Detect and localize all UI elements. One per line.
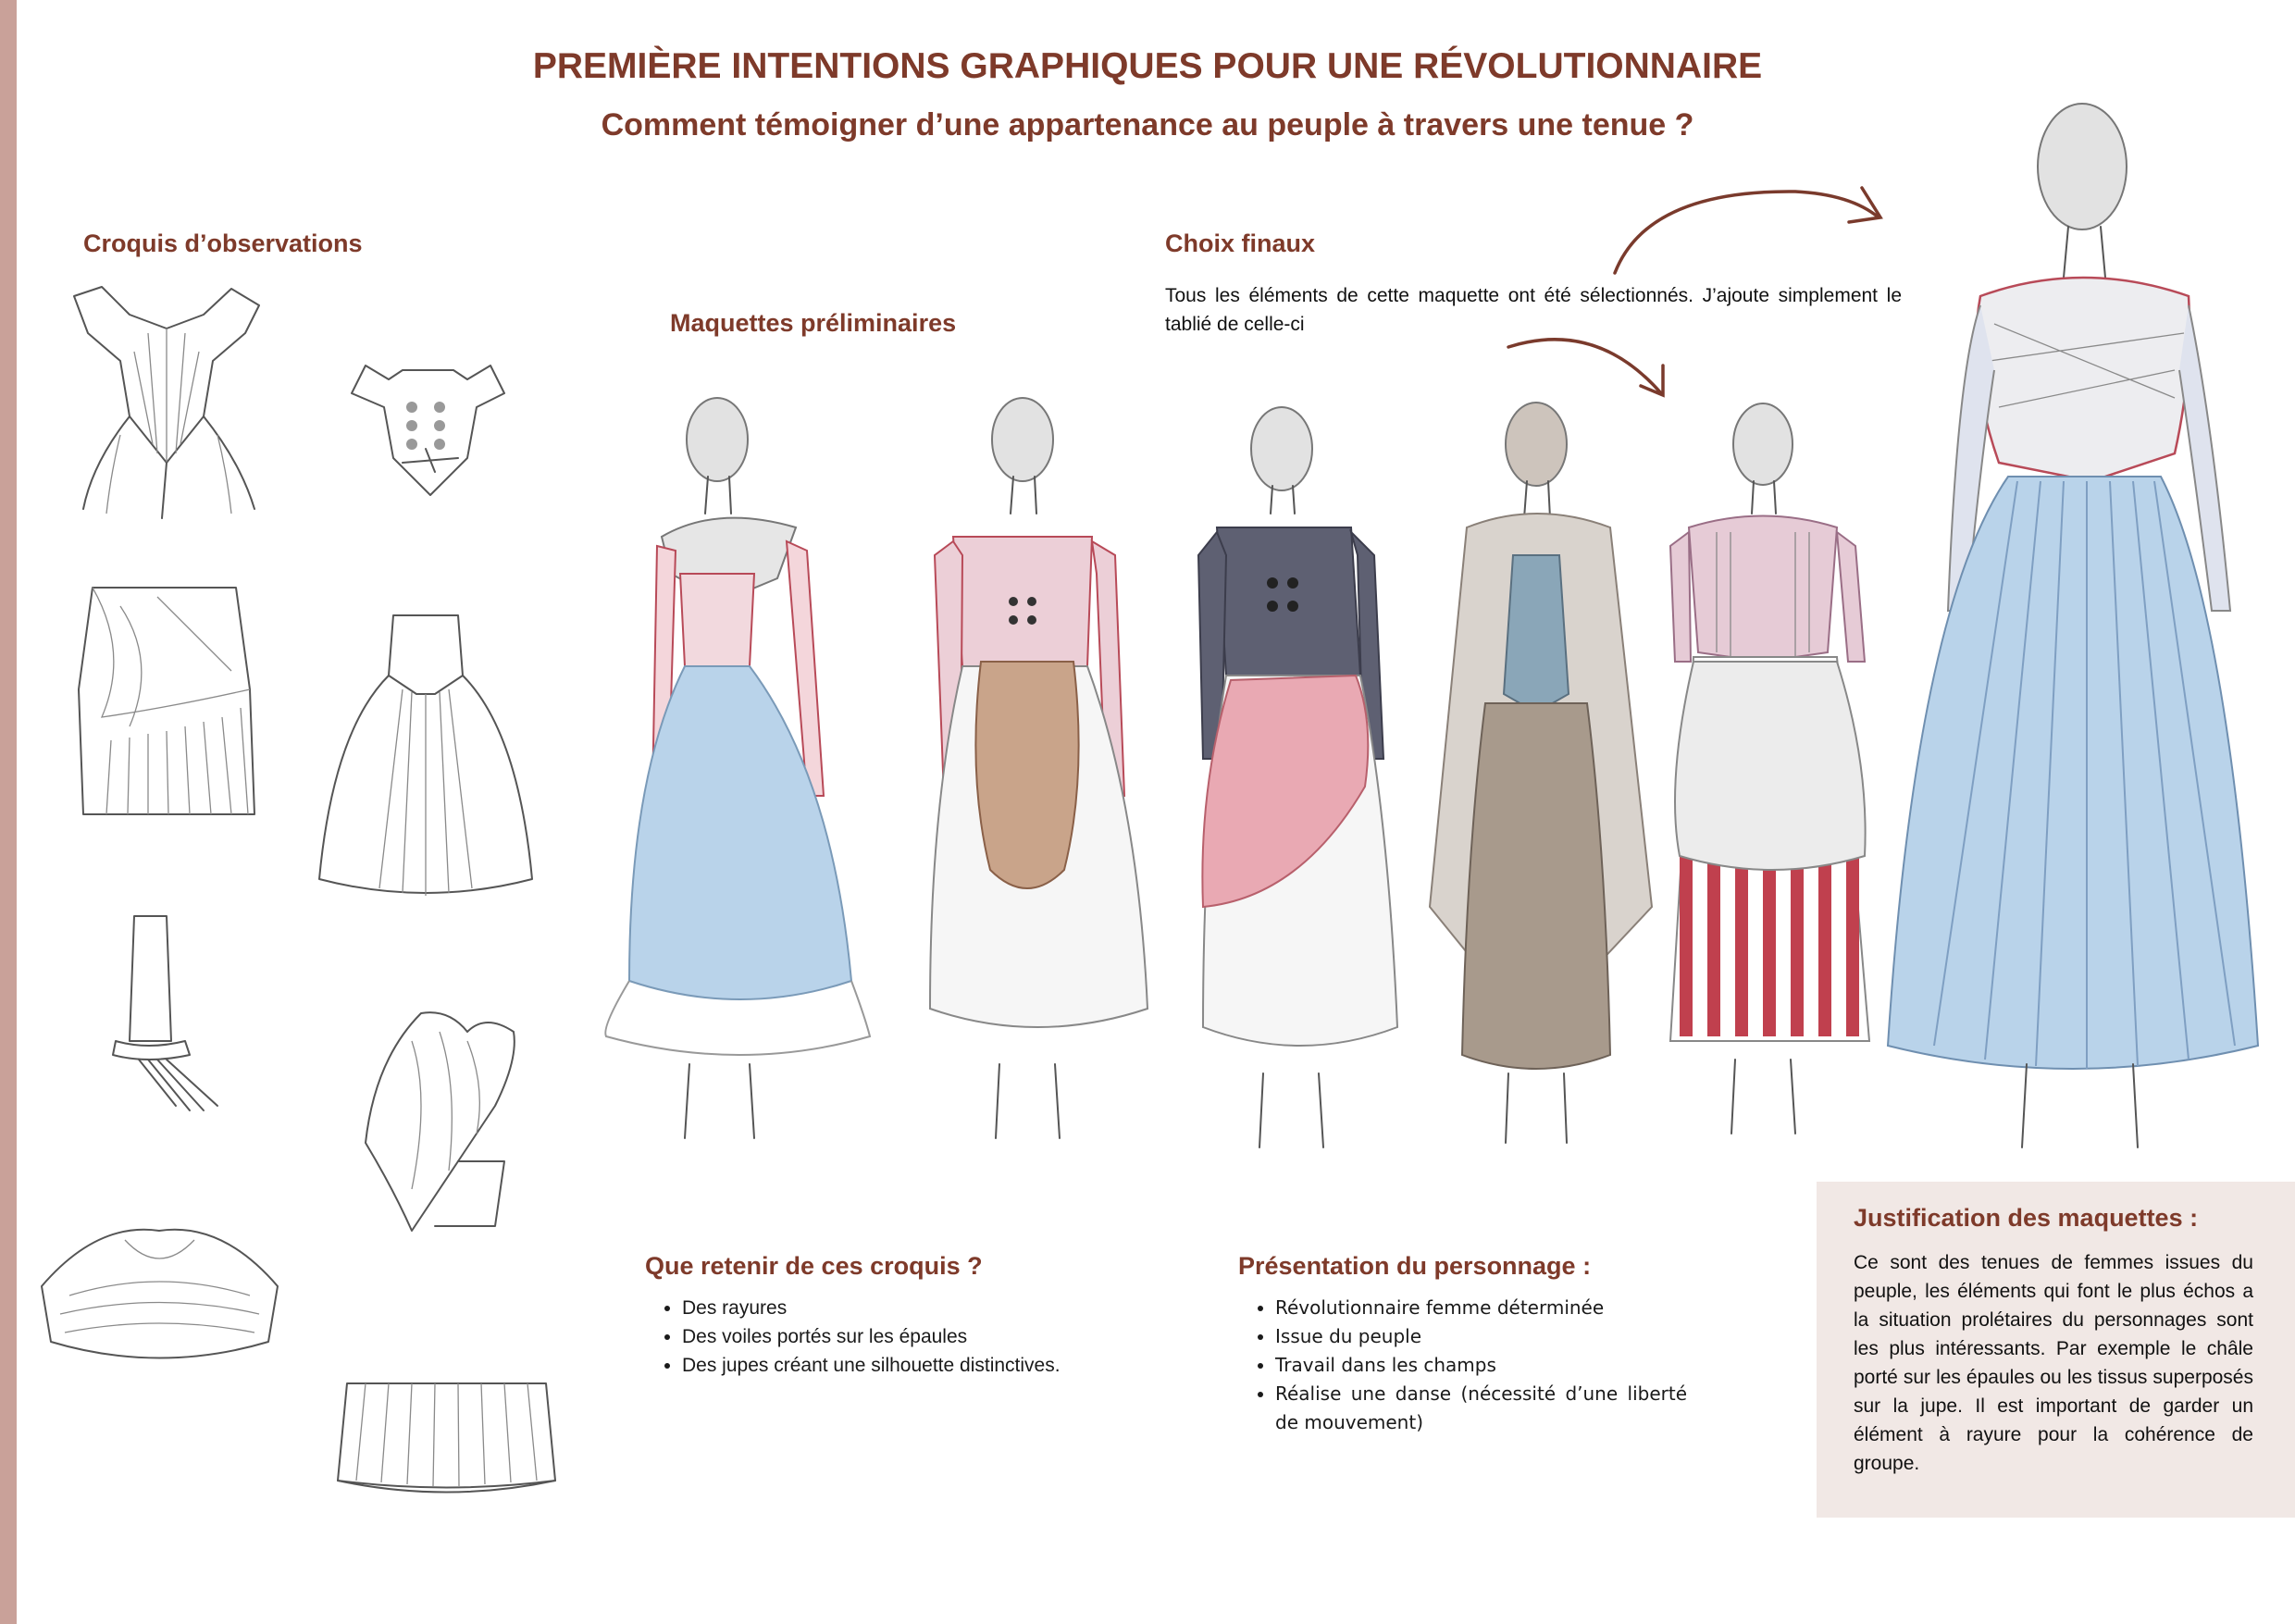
figure-maquette-2 [925,389,1157,1157]
sketch-skirt-hem [333,1379,560,1499]
figure-choix-2 [1420,389,1661,1157]
choix-heading: Choix finaux [1165,229,1316,257]
list-item: • Issue du peuple [1275,1322,1687,1351]
maquettes-heading: Maquettes préliminaires [670,309,957,337]
arrow-to-final [1610,180,1888,282]
list-item: • Des rayures [682,1294,1200,1322]
list-item: • Des voiles portés sur les épaules [682,1322,1200,1351]
sketch-shawl-back [356,1004,523,1235]
sketch-buttoned-bodice [347,356,509,500]
left-accent-strip [0,0,17,1624]
list-item: • Travail dans les champs [1275,1351,1687,1380]
sketch-full-dress [315,601,537,902]
choix-description: Tous les éléments de cette maquette ont été sélectionnés. J’ajoute simplement le tablié de celle-ci [1165,285,1902,335]
retenir-heading: Que retenir de ces croquis ? [645,1252,983,1280]
page-subtitle: Comment témoigner d’une appartenance au peuple à travers une tenue ? [601,107,1694,143]
sketch-bodice-gown [65,278,268,527]
figure-final-large [1879,93,2267,1157]
personnage-list [1238,1294,1687,1437]
page-title: PREMIÈRE INTENTIONS GRAPHIQUES POUR UNE RÉVOLUTIONNAIRE [532,46,1763,86]
retenir-list [645,1294,1200,1380]
justification-heading: Justification des maquettes : [1854,1204,2199,1232]
list-item: • Réalise une danse (nécessité d’une liberté de mouvement) [1275,1380,1687,1437]
list-item: • Révolutionnaire femme déterminée [1275,1294,1687,1322]
figure-maquette-1 [602,389,879,1157]
sketch-sleeve-cuff [102,911,227,1120]
sketch-shawl-front [32,1212,287,1379]
figure-choix-3 [1661,393,1883,1157]
croquis-heading: Croquis d’observations [83,229,363,257]
figure-choix-1 [1189,398,1420,1166]
personnage-heading: Présentation du personnage : [1238,1252,1592,1280]
justification-text: Ce sont des tenues de femmes issues du peuple, les éléments qui font le plus échos a la situation prolétaires du personnages sont les plus intéressants. Par exemple le châle porté sur les épaules ou les tissus superposés sur la jupe. Il est important de garder un élément à rayure pour la cohérence de groupe. [1854,1252,2253,1474]
list-item: • Des jupes créant une silhouette distinctives. [682,1351,1200,1380]
sketch-draped-skirt [74,578,259,824]
justification-panel [1817,1182,2295,1518]
